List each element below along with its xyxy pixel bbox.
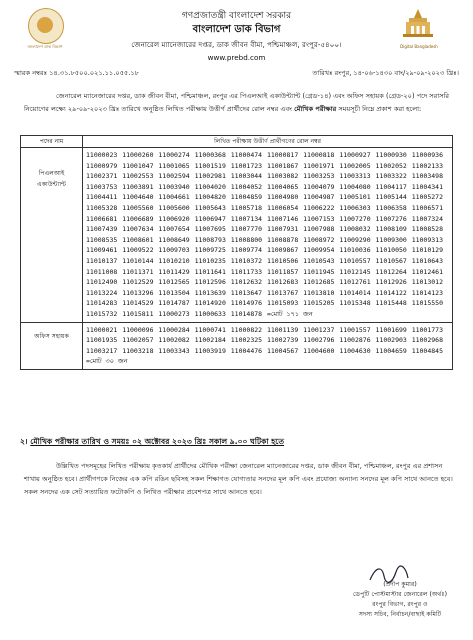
memo-line — [14, 67, 459, 79]
roll-number: 11005718 — [230, 203, 263, 212]
roll-number: 11004020 — [194, 182, 226, 191]
roll-number: 11000979 — [86, 161, 118, 170]
roll-number: 11000260 — [122, 151, 154, 159]
roll-number: 11004859 — [230, 193, 263, 202]
roll-number: 11007439 — [86, 225, 118, 234]
post-name: অফিস সহায়ক — [21, 322, 83, 369]
roll-number: 11010129 — [411, 246, 443, 255]
roll-number: 11012529 — [122, 278, 154, 287]
roll-number: 11004630 — [339, 346, 371, 355]
roll-number: 11007153 — [303, 214, 335, 223]
roll-number: 11001867 — [266, 161, 299, 170]
postal-logo-caption: বাংলাদেশ ডাক বিভাগ — [27, 44, 63, 49]
roll-number: 11015348 — [339, 299, 371, 308]
roll-number: 11008800 — [230, 235, 263, 244]
total-count: =মোট ৩০ জন — [86, 357, 128, 366]
results-table — [20, 135, 453, 370]
roll-number: 11010567 — [375, 256, 407, 265]
roll-number: 11004065 — [266, 182, 299, 191]
signatory-division: রংপুর বিভাগ, রংপুর ও — [372, 601, 428, 608]
roll-number: 11008535 — [86, 235, 118, 244]
roll-list — [83, 148, 453, 323]
roll-number: 11013639 — [194, 288, 226, 297]
roll-number: 11003044 — [230, 172, 263, 181]
roll-number: 11001139 — [266, 325, 299, 334]
roll-number: 11000936 — [411, 151, 443, 159]
roll-number: 11010506 — [266, 256, 299, 265]
roll-number: 11000096 — [122, 325, 154, 334]
roll-number: 11015205 — [303, 299, 335, 308]
roll-number: 11002553 — [122, 172, 154, 181]
roll-number: 11010643 — [411, 256, 443, 265]
roll-number: 11002133 — [411, 161, 443, 170]
roll-number: 11002968 — [411, 336, 443, 345]
website-link[interactable]: www.prebd.com — [207, 53, 266, 62]
roll-number: 11004661 — [158, 193, 190, 202]
roll-number: 11000023 — [86, 151, 118, 159]
roll-number: 11002052 — [375, 161, 407, 170]
roll-number: 11006571 — [411, 203, 443, 212]
instructions-paragraph: উল্লিখিত পদসমূহের লিখিত পরীক্ষায় কৃতকার্য প্রার্থীদের মৌখিক পরীক্ষা জেনারেল ম্যানেজারের দপ্তর, ডাক জীবন বীমা, পশ্চিমাঞ্চল, রংপুর এর প্রশাসন শাখায় অনুষ্ঠিত হবে। প্রার্থীগণকে নিজের এক কপি রঙিন ছবিসহ সকল শিক্ষাগত যোগ্যতার সনদের মূল কপি এবং প্রযোজ্য অন্যান্য সনদের মূল কপি সাথে আনতে হবে। সকল সনদের এক সেট সত্যায়িত ফটোকপি ও লিখিত পরীক্ষার প্রবেশপত্র সাথে আনতে হবে। — [24, 462, 453, 496]
roll-number: 11004845 — [411, 346, 443, 355]
roll-number: 11002981 — [194, 172, 226, 181]
roll-number: 11002005 — [339, 161, 371, 170]
roll-number: 11012461 — [411, 267, 443, 276]
roll-number: 11015732 — [86, 309, 118, 318]
roll-number: 11013647 — [230, 288, 263, 297]
roll-number: 11010144 — [122, 256, 154, 265]
roll-number: 11003322 — [375, 172, 407, 181]
roll-number: 11007134 — [230, 214, 263, 223]
roll-number: 11013504 — [158, 288, 190, 297]
roll-number: 11004080 — [339, 182, 371, 191]
roll-number: 11007931 — [266, 225, 299, 234]
roll-number: 11014976 — [230, 299, 263, 308]
signature-block — [340, 580, 460, 620]
roll-number: 11000021 — [86, 325, 118, 334]
roll-number: 11001971 — [303, 161, 335, 170]
roll-number: 11011429 — [158, 267, 190, 276]
roll-number: 11014878 — [230, 309, 263, 318]
roll-number: 11005272 — [411, 193, 443, 202]
roll-number: 11000822 — [230, 325, 263, 334]
roll-number: 11015448 — [375, 299, 407, 308]
roll-number: 11002057 — [122, 336, 154, 345]
roll-number: 11003343 — [158, 346, 190, 355]
memo-number: স্মারক নম্বরঃ ১৪.৩১.৮৫০০.০২১.১১.০৫৫.১৮ — [14, 69, 139, 77]
roll-number: 11007270 — [339, 214, 371, 223]
roll-number: 11012632 — [230, 278, 263, 287]
roll-number: 11015550 — [411, 299, 443, 308]
roll-number: 11004659 — [375, 346, 407, 355]
roll-number: 11008972 — [303, 235, 335, 244]
roll-number: 11007695 — [194, 225, 226, 234]
roll-number: 11012685 — [303, 278, 335, 287]
roll-number: 11008878 — [266, 235, 299, 244]
roll-number: 11014123 — [411, 288, 443, 297]
roll-number: 11000368 — [194, 151, 226, 159]
roll-number: 11004052 — [230, 182, 263, 191]
intro-paragraph: জেনারেল ম্যানেজারের দপ্তর, ডাক জীবন বীমা, পশ্চিমাঞ্চল, রংপুর এর পিএলআই একাউন্ট্যান্ট (গ্রেড-১৪) এবং অফিস সহায়ক (গ্রেড-২০) পদে সরাসরি নিয়োগের লক্ষ্যে ২৯-০৯-২০২৩ খ্রিঃ তারিখে অনুষ্ঠিত লিখিত পরীক্ষায় উত্তীর্ণ প্রার্থীদের রোল নম্বর এবং মৌখিক পরীক্ষার সময়সূচী নিম্নে প্রকাশ করা হলো: — [24, 92, 450, 113]
roll-number: 11014014 — [339, 288, 371, 297]
viva-schedule-heading: ২। মৌখিক পরীক্ষার তারিখ ও সময়ঃ ০২ অক্টোবর ২০২৩ খ্রিঃ সকাল ৯.০০ ঘটিকা হতে — [20, 437, 285, 446]
roll-number: 11000741 — [194, 325, 226, 334]
roll-number: 11005643 — [194, 203, 226, 212]
roll-number: 11004987 — [303, 193, 335, 202]
roll-number: 11008793 — [194, 235, 226, 244]
roll-number: 11014920 — [194, 299, 226, 308]
roll-number: 11010557 — [339, 256, 371, 265]
roll-number: 11011857 — [266, 267, 299, 276]
total-count: =মোট ১৭১ জন — [266, 309, 313, 318]
roll-number: 11009954 — [303, 246, 335, 255]
roll-number: 11002876 — [339, 336, 371, 345]
memo-date: তারিখঃ রংপুর, ১৪-০৬-১৪৩০ বাং/২৯-০৯-২০২৩ খ্রিঃ। — [312, 69, 459, 77]
roll-number: 11003217 — [86, 346, 118, 355]
roll-number: 11001935 — [86, 336, 118, 345]
roll-number: 11012683 — [266, 278, 299, 287]
roll-number: 11008601 — [122, 235, 154, 244]
roll-number: 11009290 — [339, 235, 371, 244]
roll-number: 11003313 — [339, 172, 371, 181]
roll-number: 11013767 — [266, 288, 299, 297]
roll-number: 11010137 — [86, 256, 118, 265]
roll-number: 11003940 — [158, 182, 190, 191]
roll-number: 11006222 — [303, 203, 335, 212]
roll-number: 11009703 — [158, 246, 190, 255]
roll-number: 11010036 — [339, 246, 371, 255]
signatory-title: ডেপুটি পোস্টমাস্টার জেনারেল (অর্থঃ) — [353, 591, 447, 598]
roll-number: 11004411 — [86, 193, 118, 202]
roll-number: 11012565 — [158, 278, 190, 287]
roll-number: 11009300 — [375, 235, 407, 244]
roll-number: 11012490 — [86, 278, 118, 287]
roll-number: 11009725 — [194, 246, 226, 255]
roll-number: 11000818 — [303, 151, 335, 159]
roll-number: 11014283 — [86, 299, 118, 308]
roll-number: 11005560 — [122, 203, 154, 212]
roll-number: 11008649 — [158, 235, 190, 244]
roll-number: 11014122 — [375, 288, 407, 297]
roll-number: 11002184 — [194, 336, 226, 345]
roll-number: 11002796 — [303, 336, 335, 345]
roll-number: 11012926 — [375, 278, 407, 287]
roll-number: 11013810 — [303, 288, 335, 297]
roll-number: 11004567 — [266, 346, 299, 355]
roll-number: 11011945 — [303, 267, 335, 276]
roll-number: 11004341 — [411, 182, 443, 191]
roll-number: 11008109 — [375, 225, 407, 234]
roll-number: 11000817 — [266, 151, 299, 159]
column-header-post: পদের নাম — [21, 136, 83, 148]
roll-number: 11010372 — [230, 256, 263, 265]
roll-number: 11000930 — [375, 151, 407, 159]
roll-number: 11010210 — [158, 256, 190, 265]
roll-number: 11005600 — [158, 203, 190, 212]
roll-number: 11009461 — [86, 246, 118, 255]
roll-number: 11004820 — [194, 193, 226, 202]
roll-number: 11007324 — [411, 214, 443, 223]
roll-number: 11009774 — [230, 246, 263, 255]
roll-number: 11007654 — [158, 225, 190, 234]
roll-number: 11002903 — [375, 336, 407, 345]
digital-bangladesh-caption: Digital Bangladesh — [400, 44, 438, 49]
roll-number: 11007146 — [266, 214, 299, 223]
government-title: গণপ্রজাতন্ত্রী বাংলাদেশ সরকার — [181, 11, 292, 21]
roll-number: 11000474 — [230, 151, 263, 159]
roll-number: 11003218 — [122, 346, 154, 355]
roll-number: 11003082 — [266, 172, 299, 181]
roll-number: 11002082 — [158, 336, 190, 345]
roll-number: 11002371 — [86, 172, 118, 181]
roll-number: 11015811 — [122, 309, 154, 318]
roll-number: 11002739 — [266, 336, 299, 345]
roll-number: 11001723 — [230, 161, 263, 170]
roll-number: 11007988 — [303, 225, 335, 234]
roll-number: 11003253 — [303, 172, 335, 181]
roll-number: 11004117 — [375, 182, 407, 191]
roll-number: 11006681 — [86, 214, 118, 223]
roll-number: 11008032 — [339, 225, 371, 234]
roll-number: 11005144 — [375, 193, 407, 202]
roll-number: 11007276 — [375, 214, 407, 223]
roll-number: 11003498 — [411, 172, 443, 181]
roll-number: 11012264 — [375, 267, 407, 276]
roll-number: 11011008 — [86, 267, 118, 276]
department-title: বাংলাদেশ ডাক বিভাগ — [192, 24, 281, 35]
roll-number: 11002594 — [158, 172, 190, 181]
viva-emphasis: মৌখিক পরীক্ষার — [294, 104, 337, 113]
roll-number: 11005328 — [86, 203, 118, 212]
roll-number: 11011371 — [122, 267, 154, 276]
roll-number: 11006689 — [122, 214, 154, 223]
roll-number: 11006303 — [339, 203, 371, 212]
roll-number: 11005101 — [339, 193, 371, 202]
roll-number: 11010050 — [375, 246, 407, 255]
roll-list — [83, 322, 453, 369]
roll-number: 11000633 — [194, 309, 226, 318]
roll-number: 11003891 — [122, 182, 154, 191]
roll-number: 11004079 — [303, 182, 335, 191]
roll-number: 11004476 — [230, 346, 263, 355]
table-row — [21, 148, 453, 323]
roll-number: 11001773 — [411, 325, 443, 334]
roll-number: 11003919 — [194, 346, 226, 355]
roll-number: 11001519 — [194, 161, 226, 170]
roll-number: 11012761 — [339, 278, 371, 287]
signatory-role: সদস্য সচিব, নির্বাচন/বাছাই কমিটি — [358, 611, 442, 618]
roll-number: 11001699 — [375, 325, 407, 334]
roll-number: 11002325 — [230, 336, 263, 345]
roll-number: 11001237 — [303, 325, 335, 334]
roll-number: 11013224 — [86, 288, 118, 297]
roll-number: 11004980 — [266, 193, 299, 202]
roll-number: 11000927 — [339, 151, 371, 159]
roll-number: 11007770 — [230, 225, 263, 234]
post-name: পিএলআই একাউন্ট্যান্ট — [21, 148, 83, 323]
roll-number: 11013296 — [122, 288, 154, 297]
roll-number: 11001047 — [122, 161, 154, 170]
roll-number: 11001065 — [158, 161, 190, 170]
table-row — [21, 322, 453, 369]
roll-number: 11013012 — [411, 278, 443, 287]
roll-number: 11011733 — [230, 267, 263, 276]
roll-number: 11003753 — [86, 182, 118, 191]
roll-number: 11006920 — [158, 214, 190, 223]
roll-number: 11007634 — [122, 225, 154, 234]
roll-number: 11006358 — [375, 203, 407, 212]
roll-number: 11015093 — [266, 299, 299, 308]
roll-number: 11011641 — [194, 267, 226, 276]
column-header-rolls: লিখিত পরীক্ষায় উত্তীর্ণ প্রার্থীগণের রোল নম্বর — [83, 136, 453, 148]
roll-number: 11006054 — [266, 203, 299, 212]
roll-number: 11004640 — [122, 193, 154, 202]
roll-number: 11008528 — [411, 225, 443, 234]
roll-number: 11012596 — [194, 278, 226, 287]
roll-number: 11000274 — [158, 151, 190, 159]
roll-number: 11014787 — [158, 299, 190, 308]
roll-number: 11006947 — [194, 214, 226, 223]
roll-number: 11012145 — [339, 267, 371, 276]
roll-number: 11009867 — [266, 246, 299, 255]
roll-number: 11009313 — [411, 235, 443, 244]
roll-number: 11009522 — [122, 246, 154, 255]
roll-number: 11010235 — [194, 256, 226, 265]
roll-number: 11014529 — [122, 299, 154, 308]
office-address: জেনারেল ম্যানেজারের দপ্তর, ডাক জীবন বীমা, পশ্চিমাঞ্চল, রংপুর-৫৪০০। — [131, 40, 342, 49]
table-header-row — [21, 136, 453, 148]
roll-number: 11001557 — [339, 325, 371, 334]
signatory-name: (প্রদীপ কুমার) — [383, 581, 417, 588]
roll-number: 11000273 — [158, 309, 190, 318]
roll-number: 11004600 — [303, 346, 335, 355]
roll-number: 11010543 — [303, 256, 335, 265]
roll-number: 11000284 — [158, 325, 190, 334]
